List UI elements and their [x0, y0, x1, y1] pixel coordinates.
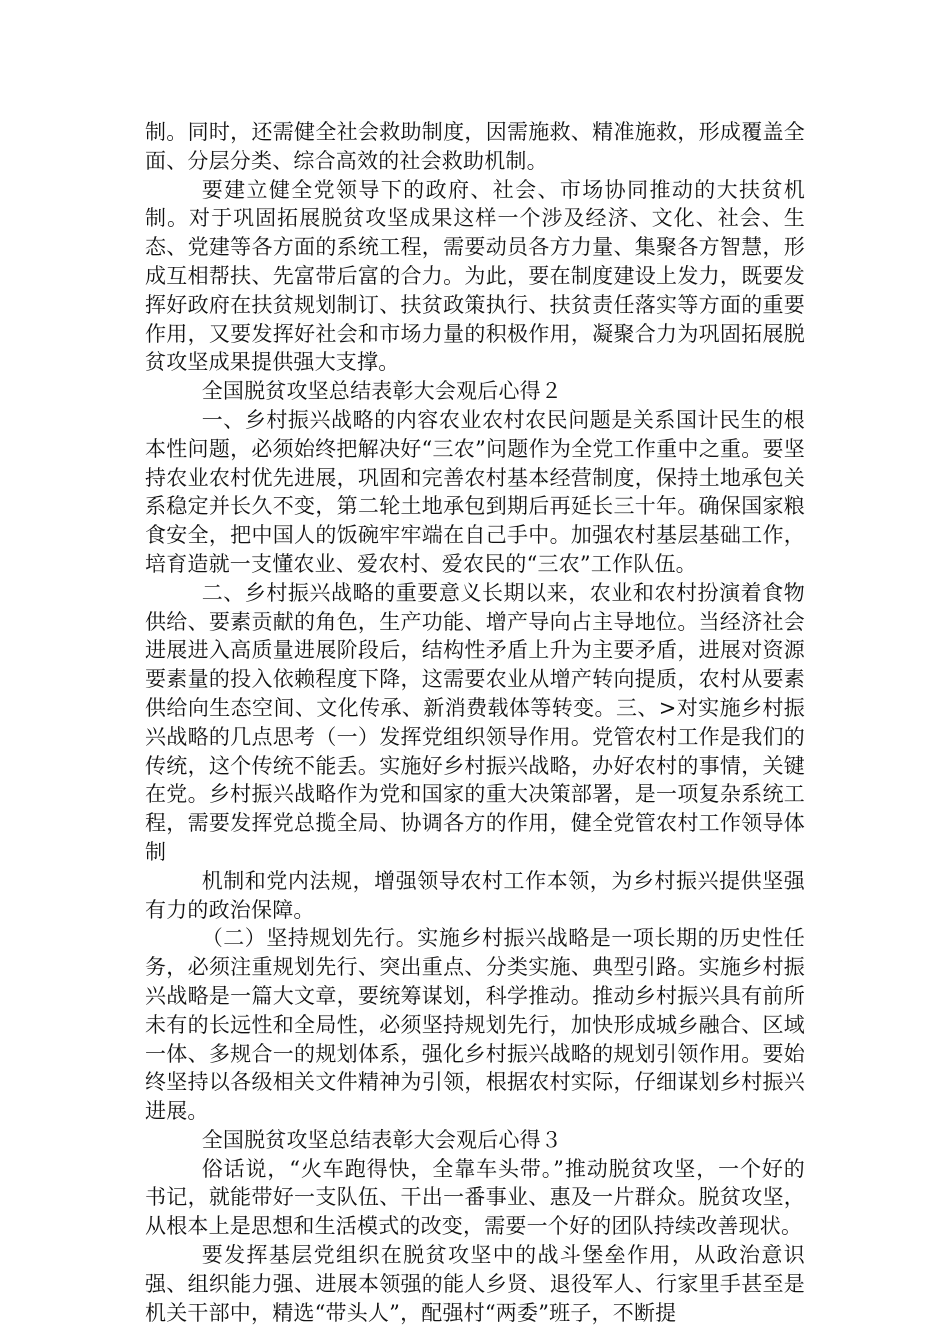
paragraph: 要建立健全党领导下的政府、社会、市场协同推动的大扶贫机制。对于巩固拓展脱贫攻坚成果这样一个涉及经济、文化、社会、生态、党建等各方面的系统工程，需要动员各方力量、集聚各方智慧，形成互相帮扶、先富带后富的合力。为此，要在制度建设上发力，既要发挥好政府在扶贫规划制订、扶贫政策执行、扶贫责任落实等方面的重要作用，又要发挥好社会和市场力量的积极作用，凝聚合力为巩固拓展脱贫攻坚成果提供强大支撑。: [145, 177, 805, 375]
paragraph: 一、乡村振兴战略的内容农业农村农民问题是关系国计民生的根本性问题，必须始终把解决好“三农”问题作为全党工作重中之重。要坚持农业农村优先进展，巩固和完善农村基本经营制度，保持土地承包关系稳定并长久不变，第二轮土地承包到期后再延长三十年。确保国家粮食安全，把中国人的饭碗牢牢端在自己手中。加强农村基层基础工作，培育造就一支懂农业、爱农村、爱农民的“三农”工作队伍。: [145, 407, 805, 576]
paragraph: 俗话说，“火车跑得快，全靠车头带。”推动脱贫攻坚，一个好的书记，就能带好一支队伍、干出一番事业、惠及一片群众。脱贫攻坚，从根本上是思想和生活模式的改变，需要一个好的团队持续改善现状。: [145, 1156, 805, 1239]
section-heading: 全国脱贫攻坚总结表彰大会观后心得３: [201, 1127, 563, 1152]
paragraph: 二、乡村振兴战略的重要意义长期以来，农业和农村扮演着食物供给、要素贡献的角色，生产功能、增产导向占主导地位。当经济社会进展进入高质量进展阶段后，结构性矛盾上升为主要矛盾，进展对资源要素量的投入依赖程度下降，这需要农业从增产转向提质，农村从要素供给向生态空间、文化传承、新消费载体等转变。三、>对实施乡村振兴战略的几点思考（一）发挥党组织领导作用。党管农村工作是我们的传统，这个传统不能丢。实施好乡村振兴战略，办好农村的事情，关键在党。乡村振兴战略作为党和国家的重大决策部署，是一项复杂系统工程，需要发挥党总揽全局、协调各方的作用，健全党管农村工作领导体制: [145, 580, 805, 864]
paragraph: 制。同时，还需健全社会救助制度，因需施救、精准施救，形成覆盖全面、分层分类、综合高效的社会救助机制。: [145, 120, 805, 173]
paragraph: （二）坚持规划先行。实施乡村振兴战略是一项长期的历史性任务，必须注重规划先行、突出重点、分类实施、典型引路。实施乡村振兴战略是一篇大文章，要统筹谋划，科学推动。推动乡村振兴具有前所未有的长远性和全局性，必须坚持规划先行，加快形成城乡融合、区域一体、多规合一的规划体系，强化乡村振兴战略的规划引领作用。要始终坚持以各级相关文件精神为引领，根据农村实际，仔细谋划乡村振兴进展。: [145, 926, 805, 1124]
paragraph: 要发挥基层党组织在脱贫攻坚中的战斗堡垒作用，从政治意识强、组织能力强、进展本领强的能人乡贤、退役军人、行家里手甚至是机关干部中，精选“带头人”，配强村“两委”班子，不断提: [145, 1243, 805, 1325]
paragraph: 机制和党内法规，增强领导农村工作本领，为乡村振兴提供坚强有力的政治保障。: [145, 868, 805, 922]
section-heading: 全国脱贫攻坚总结表彰大会观后心得２: [201, 379, 563, 404]
document-page: [145, 118, 805, 1327]
